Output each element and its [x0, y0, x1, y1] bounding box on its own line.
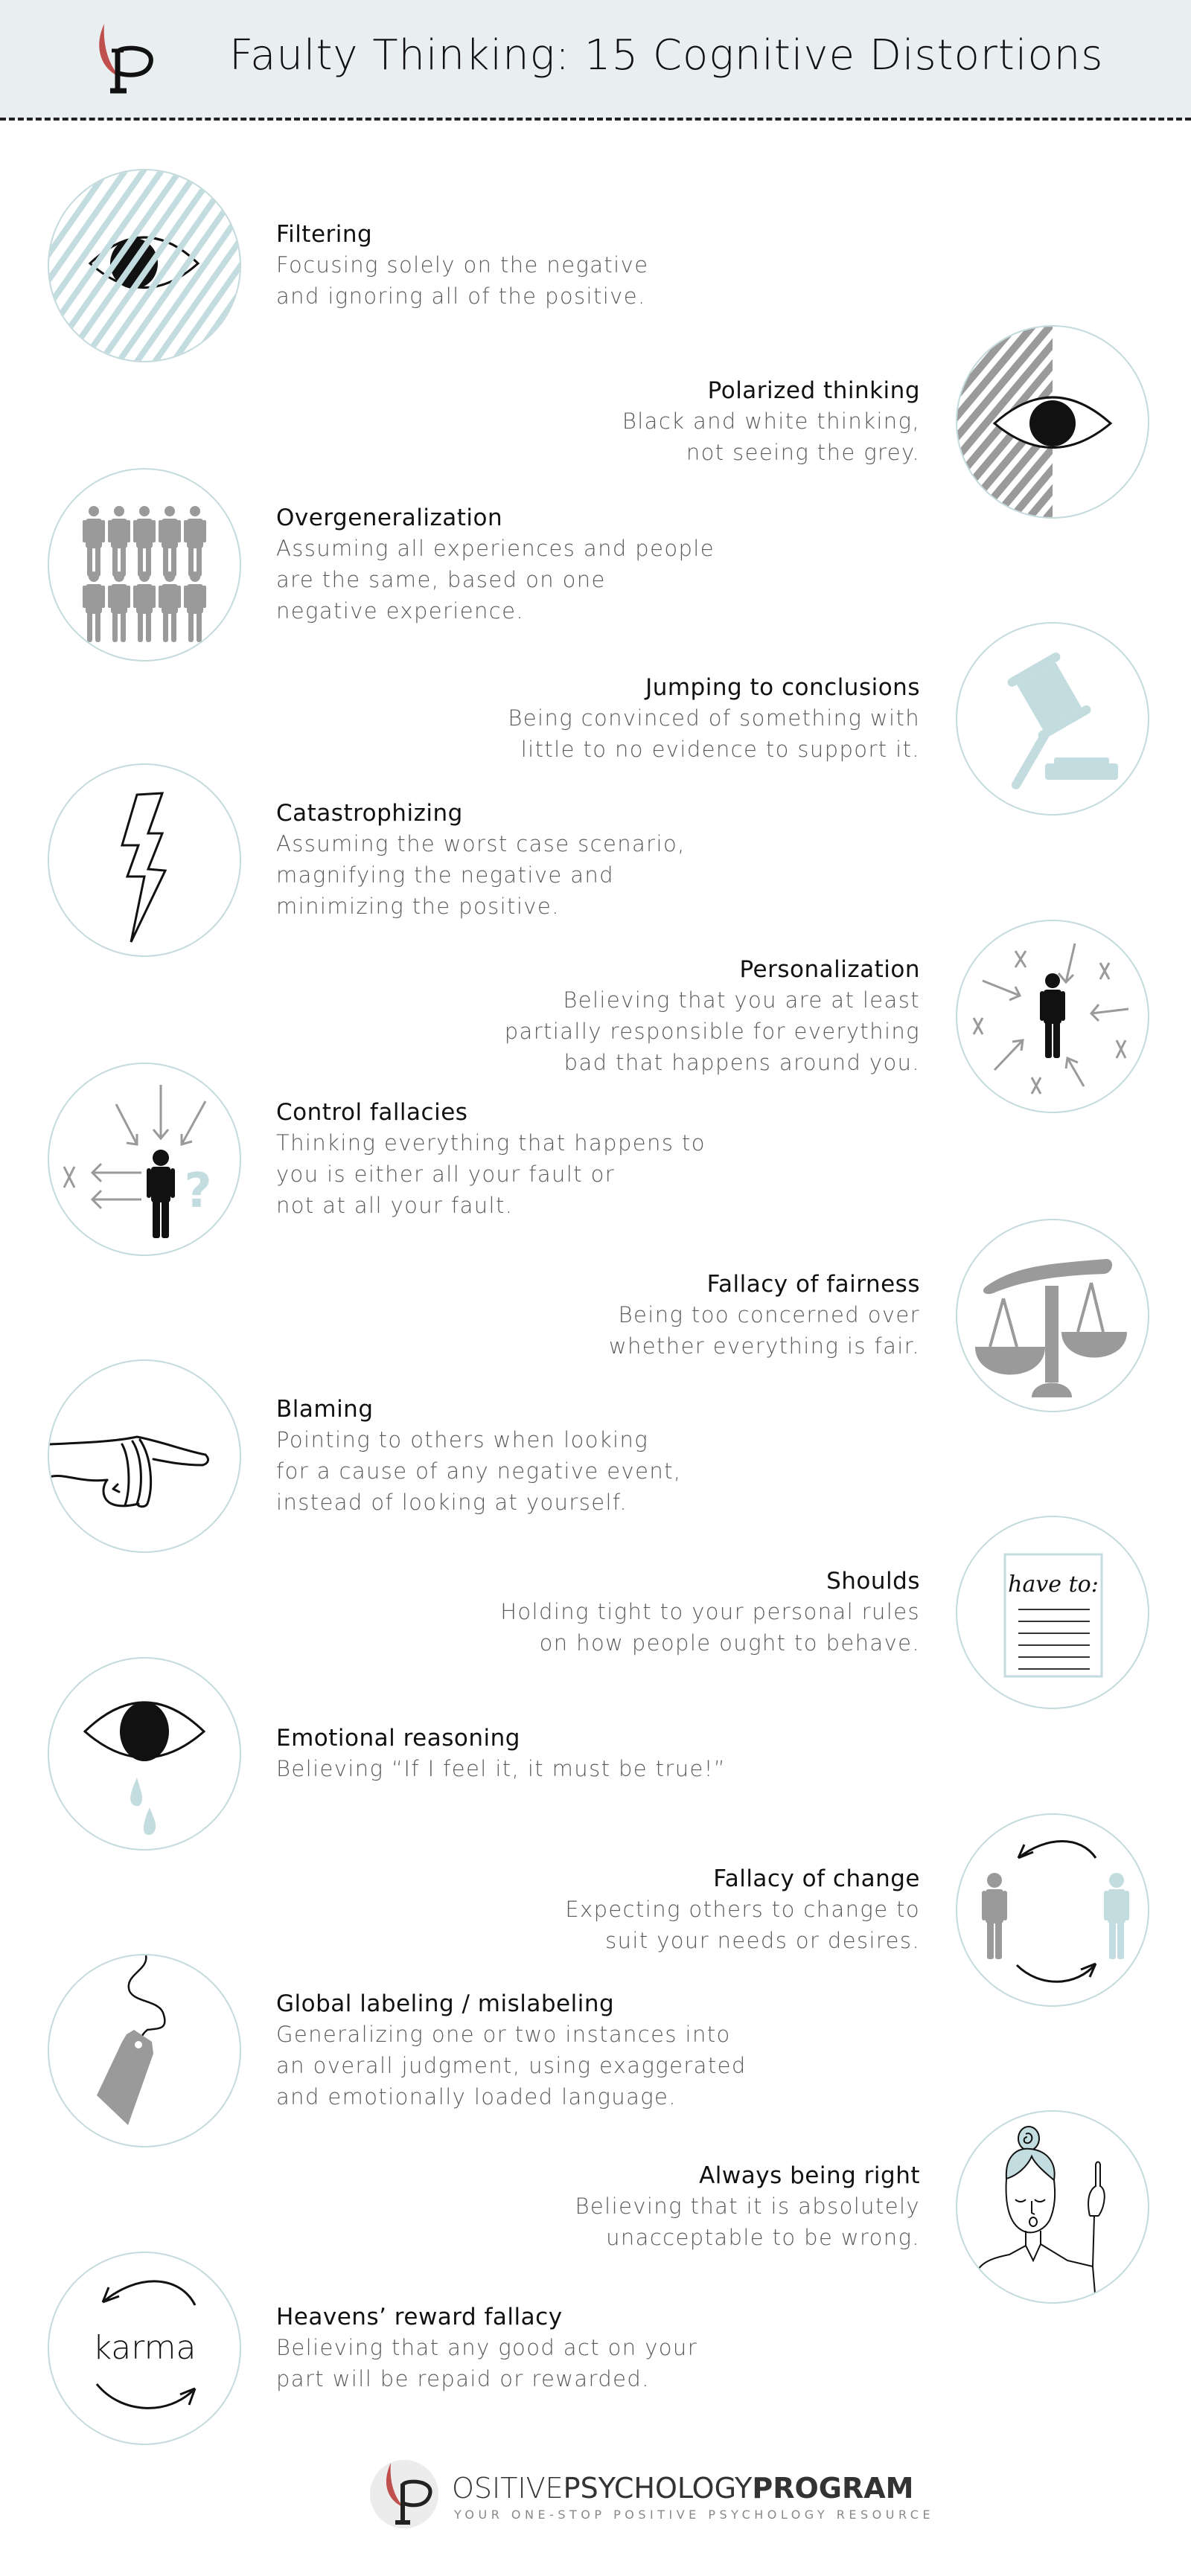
svg-text:have to:: have to:: [1008, 1571, 1099, 1598]
distortion-name: Filtering: [276, 221, 373, 248]
footer-brand: [368, 2455, 935, 2537]
distortion-desc-line: partially responsible for everything: [504, 1019, 920, 1044]
distortion-desc-line: suit your needs or desires.: [605, 1928, 920, 1953]
distortion-name: Always being right: [699, 2162, 920, 2189]
distortion-desc-line: Generalizing one or two instances into: [276, 2022, 731, 2047]
distortion-name: Personalization: [739, 956, 920, 983]
brand-tagline: YOUR ONE-STOP POSITIVE PSYCHOLOGY RESOURCE: [454, 2508, 935, 2522]
distortion-desc-line: little to no evidence to support it.: [520, 737, 920, 762]
distortion-name: Fallacy of fairness: [706, 1271, 920, 1298]
distortion-desc-line: Assuming the worst case scenario,: [276, 831, 686, 856]
distortion-name: Control fallacies: [276, 1099, 468, 1126]
header-divider: [0, 118, 1191, 121]
distortion-desc-line: Holding tight to your personal rules: [500, 1599, 920, 1624]
distortion-name: Catastrophizing: [276, 800, 463, 827]
distortion-desc-line: and emotionally loaded language.: [276, 2084, 677, 2109]
distortion-desc-line: Assuming all experiences and people: [276, 536, 715, 561]
distortion-desc-line: Believing that you are at least: [563, 987, 920, 1013]
distortion-desc-line: unacceptable to be wrong.: [606, 2225, 920, 2250]
distortion-desc-line: Thinking everything that happens to: [276, 1130, 706, 1156]
brand-positive: OSITIVE: [452, 2472, 563, 2505]
header: [0, 0, 1191, 119]
distortion-name: Heavens’ reward fallacy: [276, 2304, 563, 2330]
distortion-desc-line: Believing that any good act on your: [276, 2335, 698, 2360]
distortion-desc-line: magnifying the negative and: [276, 862, 614, 888]
distortion-desc-line: are the same, based on one: [276, 567, 606, 592]
distortion-desc-line: not at all your fault.: [276, 1193, 514, 1218]
distortion-desc-line: not seeing the grey.: [686, 440, 920, 465]
distortion-name: Shoulds: [826, 1568, 920, 1595]
distortion-desc-line: Expecting others to change to: [565, 1897, 920, 1922]
distortion-name: Global labeling / mislabeling: [276, 1990, 615, 2017]
brand-psychology: PSYCHOLOGY: [563, 2472, 753, 2505]
distortion-desc-line: Focusing solely on the negative: [276, 252, 649, 278]
distortion-desc-line: Being too concerned over: [618, 1302, 920, 1327]
distortion-name: Blaming: [276, 1396, 374, 1423]
brand-program: PROGRAM: [752, 2472, 914, 2505]
page-title: Faulty Thinking: 15 Cognitive Distortions: [229, 31, 1104, 80]
distortion-desc-line: and ignoring all of the positive.: [276, 283, 646, 309]
distortion-name: Overgeneralization: [276, 504, 503, 531]
distortion-desc-line: Being convinced of something with: [508, 705, 920, 731]
icon-circle: [48, 2252, 241, 2445]
psi-logo-icon: [89, 16, 164, 98]
distortion-heavens-reward-fallacy: [0, 2252, 1191, 2445]
distortion-desc-line: Black and white thinking,: [622, 408, 920, 434]
distortion-name: Fallacy of change: [713, 1865, 920, 1892]
distortion-desc-line: bad that happens around you.: [563, 1050, 920, 1075]
distortion-name: Polarized thinking: [707, 377, 920, 404]
distortion-desc-line: you is either all your fault or: [276, 1162, 616, 1187]
distortion-desc-line: whether everything is fair.: [608, 1333, 920, 1359]
distortion-desc-line: negative experience.: [276, 598, 524, 624]
distortion-desc-line: on how people ought to behave.: [539, 1630, 920, 1656]
question-mark-icon: ?: [184, 1164, 212, 1219]
distortion-desc-line: Believing that it is absolutely: [575, 2194, 920, 2219]
distortion-desc-line: Pointing to others when looking: [276, 1427, 649, 1452]
karma-cycle-icon: [49, 2253, 240, 2444]
svg-text:karma: karma: [92, 2329, 197, 2367]
distortion-desc-line: instead of looking at yourself.: [276, 1490, 628, 1515]
distortion-name: Jumping to conclusions: [645, 674, 920, 701]
distortion-desc-line: minimizing the positive.: [276, 894, 560, 919]
distortion-desc-line: part will be repaid or rewarded.: [276, 2366, 650, 2391]
distortion-desc-line: an overall judgment, using exaggerated: [276, 2053, 747, 2078]
distortion-desc-line: for a cause of any negative event,: [276, 1458, 682, 1484]
psi-logo-icon: [368, 2455, 439, 2530]
distortion-desc-line: Believing “If I feel it, it must be true!”: [276, 1756, 727, 1781]
distortion-name: Emotional reasoning: [276, 1725, 520, 1752]
